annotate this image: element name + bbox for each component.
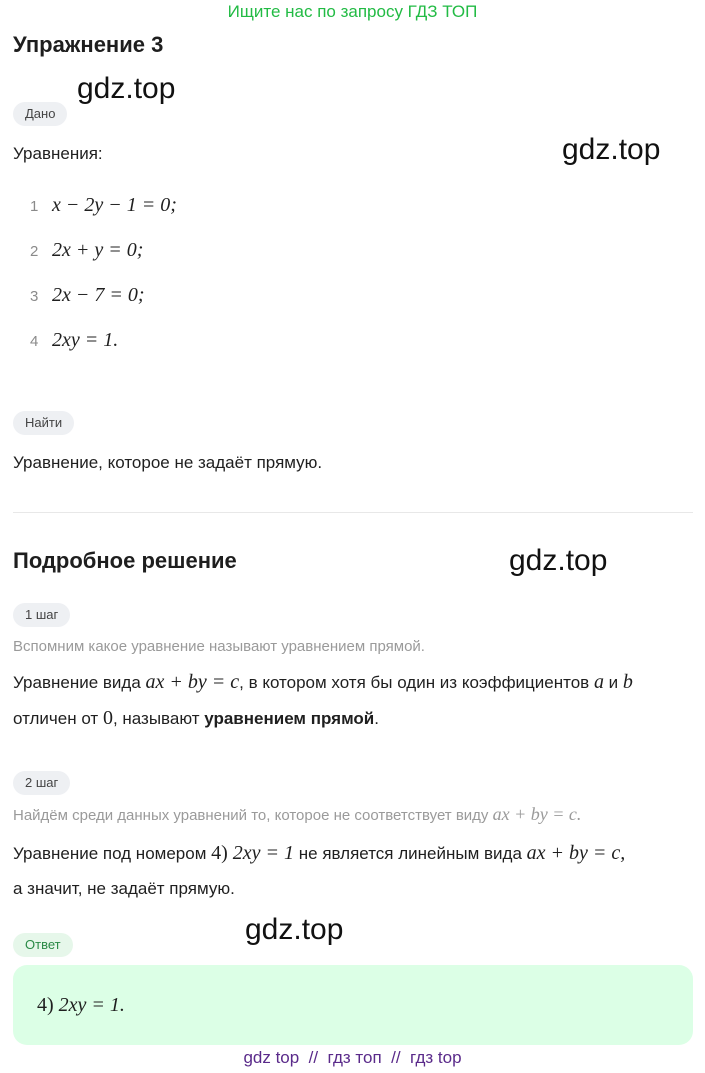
step2-line1: [13, 842, 625, 865]
text: отличен от: [13, 709, 103, 728]
text: , в котором хотя бы один из коэффициентов: [239, 673, 594, 692]
given-section: [13, 102, 67, 126]
watermark: gdz.top: [562, 133, 661, 166]
step2-section: [13, 771, 70, 795]
equation-number: 2: [30, 243, 39, 260]
math-var: a: [593, 671, 604, 693]
given-intro: Уравнения:: [13, 144, 103, 163]
section-divider: [13, 512, 693, 513]
equation-item: [30, 239, 143, 262]
footer-links: gdz top // гдз топ // гдз top: [243, 1048, 462, 1067]
math-num: 4): [211, 842, 233, 864]
step1-line1: [13, 671, 633, 694]
equation-number: 3: [30, 288, 39, 305]
step2-line2: а значит, не задаёт прямую.: [13, 879, 235, 898]
math-num: 4): [37, 994, 59, 1016]
step1-badge: 1 шаг: [13, 603, 70, 627]
math-expr: 2xy = 1: [232, 842, 295, 864]
promo-banner: Ищите нас по запросу ГДЗ ТОП: [227, 2, 478, 21]
equation-item: [30, 194, 177, 217]
equation-number: 1: [30, 198, 39, 215]
given-badge: Дано: [13, 102, 67, 126]
math-expr: ax + by = c: [145, 671, 240, 693]
solution-title: Подробное решение: [13, 548, 237, 573]
text: , называют: [112, 709, 205, 728]
watermark: gdz.top: [509, 544, 608, 577]
equation-item: [30, 329, 118, 352]
watermark: gdz.top: [77, 72, 176, 105]
math-var: b: [622, 671, 633, 693]
text: и: [603, 673, 623, 692]
math-expr: ax + by = c.: [492, 804, 582, 824]
step1-line2: [13, 707, 379, 730]
equation-expr: 2x + y = 0;: [52, 239, 144, 261]
text: Уравнение под номером: [13, 844, 212, 863]
equation-item: [30, 284, 145, 307]
step2-hint: [13, 804, 581, 825]
step1-hint: Вспомним какое уравнение называют уравнением прямой.: [13, 638, 425, 655]
watermark: gdz.top: [245, 913, 344, 946]
bold-term: уравнением прямой: [204, 709, 375, 728]
equation-number: 4: [30, 333, 39, 350]
answer-section: [13, 933, 73, 957]
math-expr: 2xy = 1.: [58, 994, 125, 1016]
find-section: [13, 411, 74, 435]
equation-expr: 2x − 7 = 0;: [52, 284, 145, 306]
text: не является линейным вида: [294, 844, 527, 863]
step2-badge: 2 шаг: [13, 771, 70, 795]
equation-expr: 2xy = 1.: [52, 329, 119, 351]
math-expr: ax + by = c,: [526, 842, 626, 864]
step1-section: [13, 603, 70, 627]
find-text: Уравнение, которое не задаёт прямую.: [13, 453, 323, 472]
text: Найдём среди данных уравнений то, которое не соответствует виду: [13, 807, 493, 824]
text: Уравнение вида: [13, 673, 146, 692]
answer-text: [37, 994, 125, 1017]
find-badge: Найти: [13, 411, 74, 435]
answer-badge: Ответ: [13, 933, 73, 957]
text: .: [374, 709, 379, 728]
math-num: 0: [102, 707, 113, 729]
exercise-title: Упражнение 3: [13, 32, 164, 57]
equation-expr: x − 2y − 1 = 0;: [52, 194, 177, 216]
